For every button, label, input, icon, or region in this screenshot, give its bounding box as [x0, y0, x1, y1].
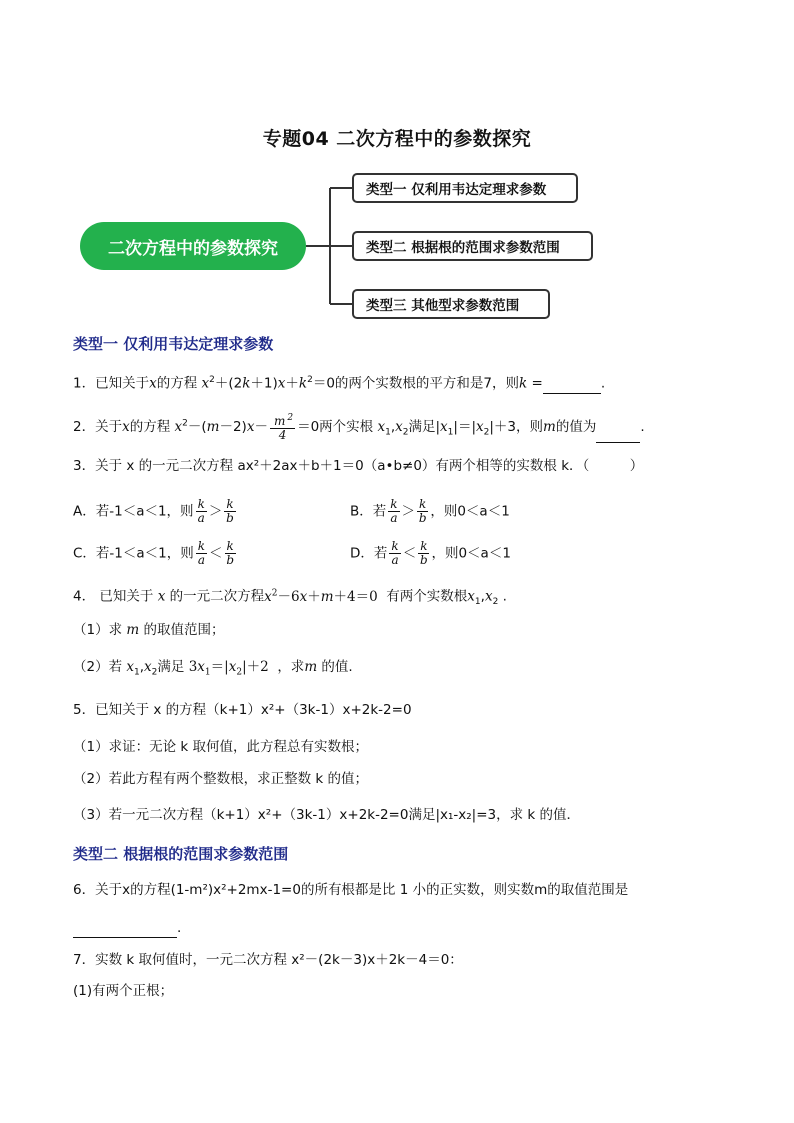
option-d-label: D．若	[350, 545, 388, 562]
question-3-stem: 3．关于 x 的一元二次方程 ax²＋2ax＋b＋1＝0（a•b≠0）有两个相等的实数根 k．（ ）	[73, 458, 644, 474]
page-title: 专题04 二次方程中的参数探究	[262, 128, 532, 150]
q4-pre: 已知关于	[99, 588, 154, 605]
section-heading-2: 类型二 根据根的范围求参数范围	[73, 845, 289, 863]
question-4-part-1: （1）求 m 的取值范围；	[73, 622, 225, 638]
option-b-label: B．若	[350, 503, 387, 520]
question-4-part-2: （2）若 $x_1,x_2$满足 $3x_1=|x_2|+2$ ，求m 的值.	[73, 659, 353, 678]
question-6-answer	[73, 918, 181, 938]
question-7-part-1: (1)有两个正根；	[73, 983, 174, 999]
q2-then: ，则	[516, 419, 544, 435]
q2-cond: 两个实根	[319, 419, 374, 435]
question-5-stem: 5．已知关于 x 的方程（k+1）x²+（3k-1）x+2k-2=0	[73, 702, 412, 718]
q1-post: 的两个实数根的平方和是	[334, 375, 484, 392]
option-a[interactable]: A．若-1＜a＜1，则 $\frac{k}{a}$ ＞ $\frac{k}{b}$	[73, 497, 234, 525]
answer-blank[interactable]	[73, 937, 177, 938]
q1-pre: 已知关于	[95, 375, 150, 392]
q4-p1: （1）求	[73, 622, 123, 638]
question-2: 2．关于x的方程 $x^2-(m-2)x-$ $\frac{m ^2}{4}$ ＝0两个实根 $x_1,x_2$满足$|x_1|=|x_2|+3$，则m的值为 .	[73, 413, 645, 442]
question-6: 6．关于x的方程(1-m²)x²+2mx-1=0的所有根都是比 1 小的正实数，则实数m的取值范围是	[73, 882, 629, 898]
mindmap-branch-1: 类型一 仅利用韦达定理求参数	[352, 173, 578, 203]
q1-number: 1．	[73, 375, 96, 392]
question-5-part-1: （1）求证：无论 k 取何值，此方程总有实数根；	[73, 739, 368, 755]
mindmap-branch-3: 类型三 其他型求参数范围	[352, 289, 550, 319]
option-b-tail: ，则0＜a＜1	[430, 503, 510, 520]
q4-p2c: ，求	[277, 659, 305, 675]
q4-p2b: 满足	[157, 659, 185, 675]
question-1: 1．已知关于x的方程 $x^2+(2k+1)x+k^2=0$的两个实数根的平方和是7，则k = .	[73, 375, 606, 392]
q6-end: .	[177, 920, 182, 936]
q4-p2: （2）若	[73, 659, 123, 675]
option-c[interactable]: C．若-1＜a＜1，则 $\frac{k}{a}$ ＜ $\frac{k}{b}$	[73, 539, 235, 567]
question-5-part-3: （3）若一元二次方程（k+1）x²+（3k-1）x+2k-2=0满足|x₁-x₂|=3，求 k 的值．	[73, 807, 581, 823]
q2-end: .	[640, 419, 645, 435]
q4-number: 4．	[73, 588, 96, 605]
q1-tail: ，则	[492, 375, 520, 392]
q1-keq: k =	[519, 375, 543, 392]
question-4: 4． 已知关于 x 的一元二次方程$x^2-6x+m+4=0$ 有两个实数根$x_1,x_2$ .	[73, 588, 507, 608]
q1-seven: 7	[483, 375, 493, 392]
mindmap-branch-2: 类型二 根据根的范围求参数范围	[352, 231, 593, 261]
q1-end: .	[600, 375, 606, 392]
option-d[interactable]: D．若 $\frac{k}{a}$ ＜ $\frac{k}{b}$ ，则0＜a＜1	[350, 539, 511, 567]
mindmap-root: 二次方程中的参数探究	[80, 222, 306, 270]
answer-blank[interactable]	[543, 393, 601, 394]
q4-mid: 的一元二次方程	[169, 588, 265, 605]
q4-p1b: 的取值范围；	[143, 622, 225, 638]
q4-p2d: 的值.	[321, 659, 353, 675]
q2-val: 的值为	[555, 419, 597, 435]
q2-mid: 的方程	[129, 419, 171, 435]
section-heading-1: 类型一 仅利用韦达定理求参数	[73, 335, 274, 353]
q2-pre: 关于	[95, 419, 123, 435]
q2-number: 2．	[73, 419, 96, 435]
question-5-part-2: （2）若此方程有两个整数根，求正整数 k 的值；	[73, 771, 368, 787]
answer-blank[interactable]	[596, 442, 640, 443]
q2-sat: 满足	[408, 419, 436, 435]
q1-mid: 的方程	[156, 375, 198, 392]
question-7-stem: 7．实数 k 取何值时，一元二次方程 x²－(2k－3)x＋2k－4＝0：	[73, 952, 463, 968]
option-a-label: A．若-1＜a＜1，则	[73, 503, 194, 520]
option-c-label: C．若-1＜a＜1，则	[73, 545, 194, 562]
option-d-tail: ，则0＜a＜1	[431, 545, 511, 562]
option-b[interactable]: B．若 $\frac{k}{a}$ ＞ $\frac{k}{b}$ ，则0＜a＜1	[350, 497, 510, 525]
q4-post: 有两个实数根	[386, 588, 468, 605]
